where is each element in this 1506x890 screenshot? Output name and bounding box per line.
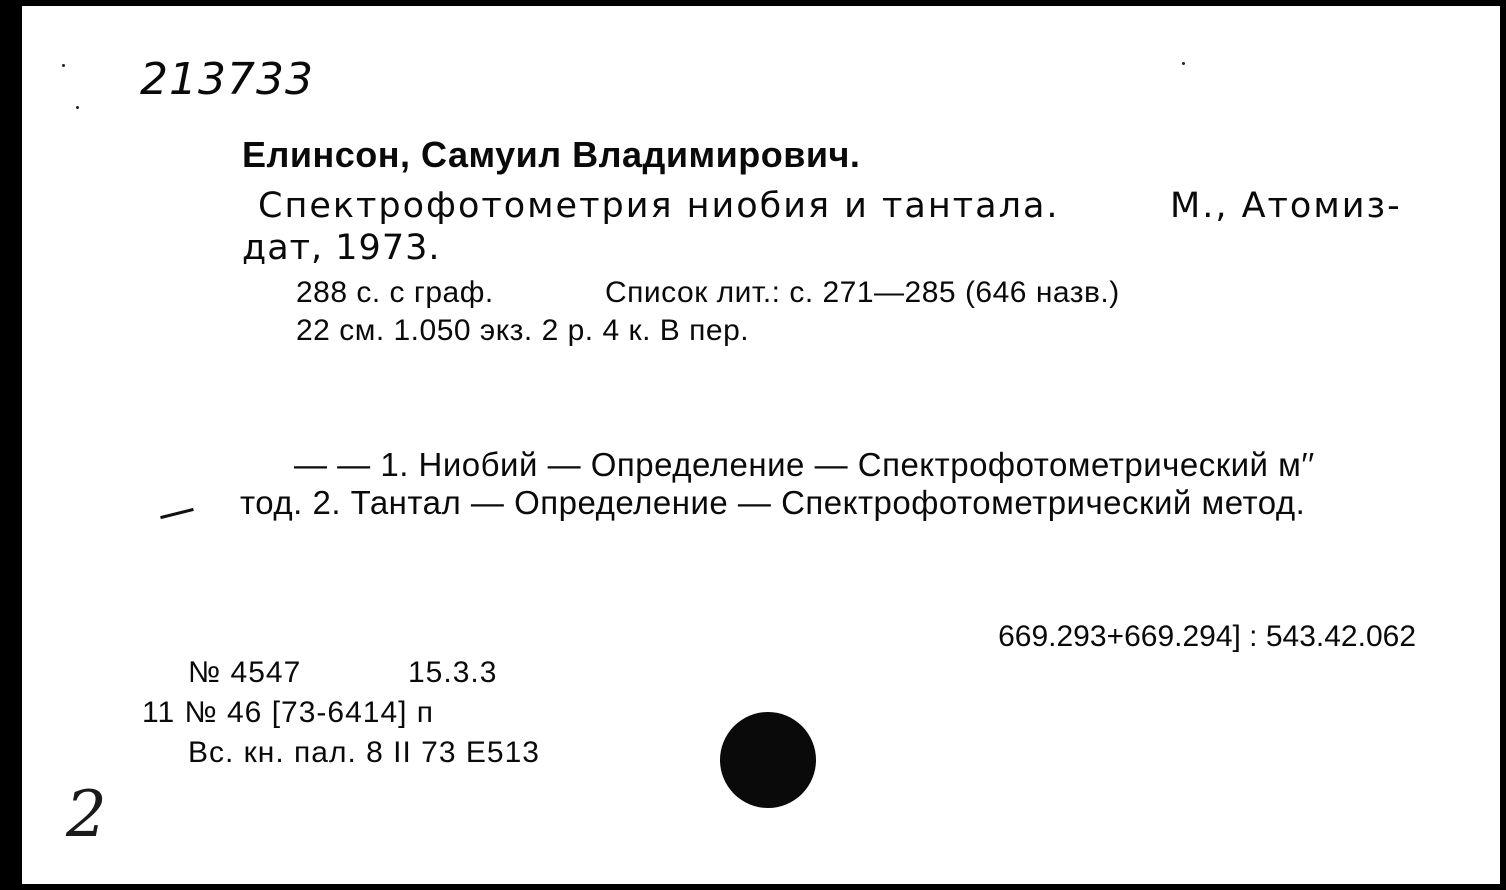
collation-bibliography: Список лит.: с. 271—285 (646 назв.): [605, 276, 1120, 309]
collation-size-price: 22 см. 1.050 экз. 2 р. 4 к. В пер.: [296, 314, 750, 347]
book-chamber-line: Вс. кн. пал. 8 II 73 Е513: [188, 736, 540, 769]
record-number: № 4547: [188, 656, 302, 689]
author-heading: Елинсон, Самуил Владимирович.: [242, 134, 861, 175]
subject-headings-line-1: — — 1. Ниобий — Определение — Спектрофотометрический м′′: [294, 446, 1315, 483]
title-line-2: дат, 1973.: [242, 228, 441, 268]
punch-hole-mark: [720, 712, 816, 808]
inventory-number: 213733: [140, 54, 314, 105]
subject-headings-line-2: тод. 2. Тантал — Определение — Спектрофотометрический метод.: [240, 484, 1306, 521]
handwritten-number: 2: [66, 778, 107, 852]
publisher-line-1: М., Атомиз-: [1170, 186, 1402, 226]
catalog-card: [22, 6, 1500, 884]
dust-speck: [62, 64, 65, 67]
collation-pages: 288 с. с граф.: [296, 276, 494, 309]
pencil-mark: [160, 508, 194, 519]
record-date-code: 15.3.3: [408, 656, 498, 689]
dust-speck: [1182, 62, 1185, 65]
dust-speck: [76, 106, 79, 109]
title-line-1: Спектрофотометрия ниобия и тантала.: [258, 186, 1060, 226]
chamber-number: 11 № 46 [73-6414] п: [142, 696, 435, 729]
udc-classification: 669.293+669.294] : 543.42.062: [998, 620, 1416, 653]
